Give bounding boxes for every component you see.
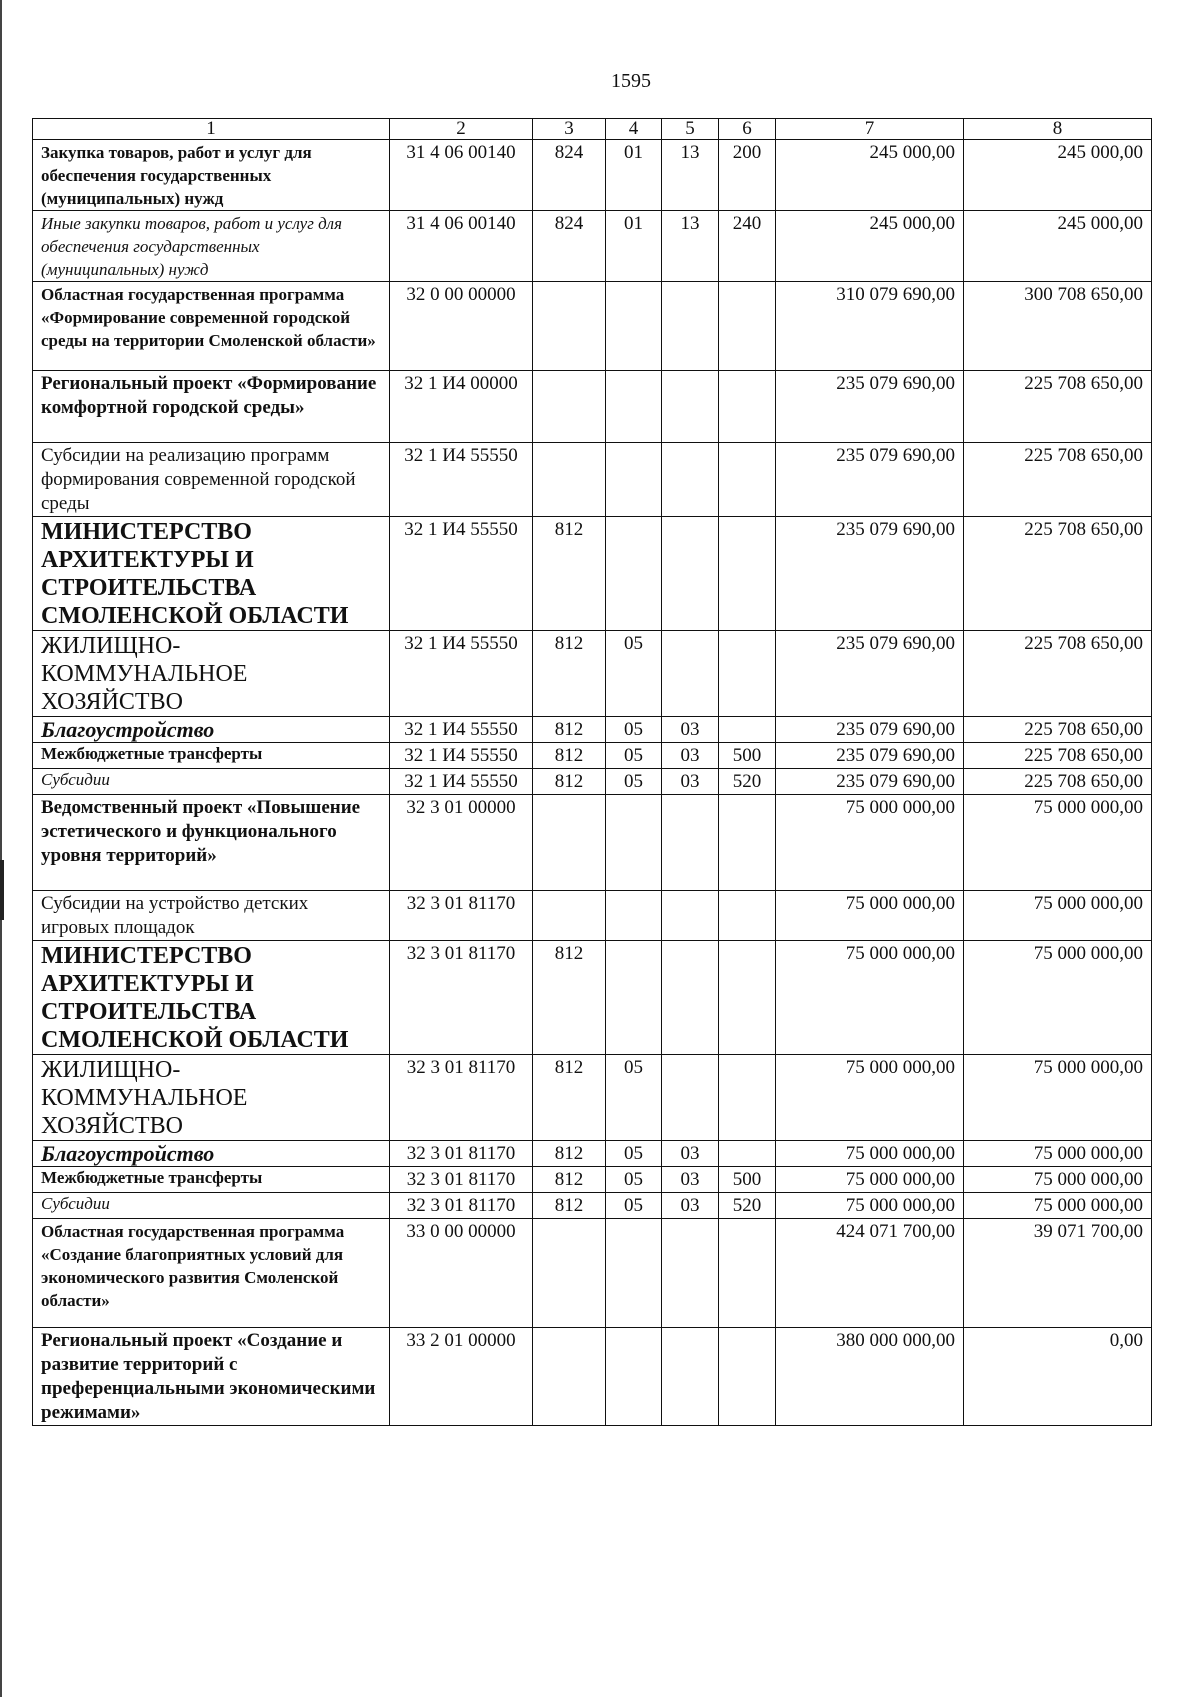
target-article-code: 32 1 И4 55550	[390, 631, 533, 717]
ministry-code: 812	[533, 1167, 606, 1193]
amount-year-2: 245 000,00	[964, 140, 1152, 211]
ministry-code	[533, 371, 606, 443]
subsection-code: 13	[662, 211, 719, 282]
budget-table	[32, 118, 1152, 1426]
expense-type-code	[719, 891, 776, 941]
expense-type-code: 240	[719, 211, 776, 282]
section-code	[606, 517, 662, 631]
amount-year-2: 225 708 650,00	[964, 631, 1152, 717]
table-row	[33, 631, 1152, 717]
table-row	[33, 211, 1152, 282]
amount-year-2: 225 708 650,00	[964, 769, 1152, 795]
target-article-code: 32 1 И4 55550	[390, 769, 533, 795]
subsection-code	[662, 371, 719, 443]
amount-year-1: 235 079 690,00	[776, 371, 964, 443]
row-name: Субсидии	[33, 769, 390, 795]
expense-type-code	[719, 443, 776, 517]
amount-year-1: 424 071 700,00	[776, 1219, 964, 1328]
section-code	[606, 1219, 662, 1328]
section-code: 05	[606, 1141, 662, 1167]
section-code: 05	[606, 717, 662, 743]
table-row	[33, 941, 1152, 1055]
target-article-code: 32 3 01 81170	[390, 1055, 533, 1141]
row-name: Межбюджетные трансферты	[33, 1167, 390, 1193]
amount-year-2: 75 000 000,00	[964, 795, 1152, 891]
table-row	[33, 743, 1152, 769]
subsection-code	[662, 631, 719, 717]
ministry-code: 812	[533, 769, 606, 795]
section-code: 05	[606, 1055, 662, 1141]
amount-year-1: 75 000 000,00	[776, 795, 964, 891]
section-code	[606, 891, 662, 941]
table-row	[33, 282, 1152, 371]
target-article-code: 32 3 01 81170	[390, 891, 533, 941]
amount-year-1: 75 000 000,00	[776, 1141, 964, 1167]
ministry-code	[533, 891, 606, 941]
section-code	[606, 371, 662, 443]
section-code	[606, 795, 662, 891]
section-code	[606, 443, 662, 517]
subsection-code	[662, 443, 719, 517]
ministry-code	[533, 443, 606, 517]
row-name: МИНИСТЕРСТВО АРХИТЕКТУРЫ И СТРОИТЕЛЬСТВА СМОЛЕНСКОЙ ОБЛАСТИ	[33, 517, 390, 631]
amount-year-1: 245 000,00	[776, 211, 964, 282]
table-row	[33, 443, 1152, 517]
amount-year-1: 75 000 000,00	[776, 1167, 964, 1193]
section-code: 05	[606, 1193, 662, 1219]
expense-type-code: 520	[719, 1193, 776, 1219]
table-row	[33, 769, 1152, 795]
ministry-code: 812	[533, 1055, 606, 1141]
target-article-code: 32 3 01 81170	[390, 1167, 533, 1193]
ministry-code: 812	[533, 743, 606, 769]
ministry-code: 812	[533, 631, 606, 717]
amount-year-1: 245 000,00	[776, 140, 964, 211]
target-article-code: 32 3 01 81170	[390, 941, 533, 1055]
target-article-code: 32 3 01 00000	[390, 795, 533, 891]
amount-year-2: 245 000,00	[964, 211, 1152, 282]
section-code	[606, 282, 662, 371]
amount-year-2: 75 000 000,00	[964, 941, 1152, 1055]
ministry-code: 812	[533, 1141, 606, 1167]
table-row	[33, 140, 1152, 211]
section-code: 05	[606, 631, 662, 717]
expense-type-code	[719, 795, 776, 891]
expense-type-code: 500	[719, 1167, 776, 1193]
column-header: 6	[719, 119, 776, 140]
expense-type-code	[719, 371, 776, 443]
row-name: Субсидии на реализацию программ формирования современной городской среды	[33, 443, 390, 517]
target-article-code: 33 0 00 00000	[390, 1219, 533, 1328]
section-code: 01	[606, 211, 662, 282]
subsection-code: 03	[662, 743, 719, 769]
expense-type-code: 200	[719, 140, 776, 211]
expense-type-code	[719, 282, 776, 371]
amount-year-2: 75 000 000,00	[964, 1141, 1152, 1167]
row-name: Областная государственная программа «Формирование современной городской среды на территории Смоленской области»	[33, 282, 390, 371]
expense-type-code	[719, 1219, 776, 1328]
amount-year-2: 225 708 650,00	[964, 717, 1152, 743]
subsection-code	[662, 1055, 719, 1141]
expense-type-code	[719, 1141, 776, 1167]
section-code: 01	[606, 140, 662, 211]
subsection-code	[662, 1219, 719, 1328]
amount-year-1: 235 079 690,00	[776, 631, 964, 717]
column-header: 2	[390, 119, 533, 140]
amount-year-2: 39 071 700,00	[964, 1219, 1152, 1328]
section-code	[606, 941, 662, 1055]
expense-type-code	[719, 941, 776, 1055]
amount-year-2: 75 000 000,00	[964, 1055, 1152, 1141]
amount-year-2: 300 708 650,00	[964, 282, 1152, 371]
subsection-code: 03	[662, 1193, 719, 1219]
table-row	[33, 1193, 1152, 1219]
amount-year-2: 225 708 650,00	[964, 371, 1152, 443]
target-article-code: 32 0 00 00000	[390, 282, 533, 371]
expense-type-code: 520	[719, 769, 776, 795]
amount-year-1: 235 079 690,00	[776, 443, 964, 517]
section-code: 05	[606, 769, 662, 795]
row-name: Региональный проект «Формирование комфортной городской среды»	[33, 371, 390, 443]
row-name: Благоустройство	[33, 1141, 390, 1167]
amount-year-1: 75 000 000,00	[776, 941, 964, 1055]
ministry-code: 812	[533, 941, 606, 1055]
table-body	[33, 119, 1152, 1426]
table-row	[33, 371, 1152, 443]
table-row	[33, 1055, 1152, 1141]
amount-year-1: 75 000 000,00	[776, 891, 964, 941]
column-header: 4	[606, 119, 662, 140]
column-header: 5	[662, 119, 719, 140]
target-article-code: 32 3 01 81170	[390, 1141, 533, 1167]
column-header: 3	[533, 119, 606, 140]
subsection-code	[662, 891, 719, 941]
target-article-code: 32 1 И4 55550	[390, 443, 533, 517]
row-name: Межбюджетные трансферты	[33, 743, 390, 769]
table-row	[33, 1167, 1152, 1193]
row-name: ЖИЛИЩНО-КОММУНАЛЬНОЕ ХОЗЯЙСТВО	[33, 1055, 390, 1141]
amount-year-2: 0,00	[964, 1328, 1152, 1426]
table-row	[33, 891, 1152, 941]
column-header: 7	[776, 119, 964, 140]
section-code	[606, 1328, 662, 1426]
subsection-code	[662, 1328, 719, 1426]
amount-year-1: 380 000 000,00	[776, 1328, 964, 1426]
target-article-code: 32 1 И4 00000	[390, 371, 533, 443]
column-header: 1	[33, 119, 390, 140]
ministry-code: 824	[533, 140, 606, 211]
page-number: 1595	[611, 70, 651, 92]
subsection-code: 03	[662, 1167, 719, 1193]
amount-year-2: 225 708 650,00	[964, 517, 1152, 631]
ministry-code: 824	[533, 211, 606, 282]
amount-year-1: 235 079 690,00	[776, 743, 964, 769]
row-name: Закупка товаров, работ и услуг для обеспечения государственных (муниципальных) нужд	[33, 140, 390, 211]
ministry-code	[533, 282, 606, 371]
amount-year-2: 225 708 650,00	[964, 743, 1152, 769]
expense-type-code	[719, 1055, 776, 1141]
row-name: Иные закупки товаров, работ и услуг для обеспечения государственных (муниципальных) нужд	[33, 211, 390, 282]
target-article-code: 32 3 01 81170	[390, 1193, 533, 1219]
amount-year-2: 225 708 650,00	[964, 443, 1152, 517]
amount-year-1: 75 000 000,00	[776, 1055, 964, 1141]
target-article-code: 32 1 И4 55550	[390, 717, 533, 743]
ministry-code	[533, 1328, 606, 1426]
amount-year-2: 75 000 000,00	[964, 1167, 1152, 1193]
table-row	[33, 1219, 1152, 1328]
ministry-code	[533, 795, 606, 891]
subsection-code	[662, 795, 719, 891]
subsection-code: 03	[662, 717, 719, 743]
row-name: Областная государственная программа «Создание благоприятных условий для экономического развития Смоленской области»	[33, 1219, 390, 1328]
amount-year-1: 75 000 000,00	[776, 1193, 964, 1219]
subsection-code	[662, 517, 719, 631]
target-article-code: 33 2 01 00000	[390, 1328, 533, 1426]
ministry-code	[533, 1219, 606, 1328]
table-row	[33, 717, 1152, 743]
ministry-code: 812	[533, 1193, 606, 1219]
row-name: Субсидии	[33, 1193, 390, 1219]
expense-type-code	[719, 717, 776, 743]
expense-type-code	[719, 1328, 776, 1426]
table-row	[33, 795, 1152, 891]
row-name: Ведомственный проект «Повышение эстетического и функционального уровня территорий»	[33, 795, 390, 891]
amount-year-2: 75 000 000,00	[964, 1193, 1152, 1219]
expense-type-code	[719, 631, 776, 717]
header-row	[33, 119, 1152, 140]
column-header: 8	[964, 119, 1152, 140]
scan-edge	[0, 0, 2, 1697]
target-article-code: 32 1 И4 55550	[390, 517, 533, 631]
row-name: ЖИЛИЩНО-КОММУНАЛЬНОЕ ХОЗЯЙСТВО	[33, 631, 390, 717]
table-row	[33, 517, 1152, 631]
target-article-code: 32 1 И4 55550	[390, 743, 533, 769]
subsection-code	[662, 282, 719, 371]
table-row	[33, 1328, 1152, 1426]
amount-year-2: 75 000 000,00	[964, 891, 1152, 941]
table-row	[33, 1141, 1152, 1167]
amount-year-1: 235 079 690,00	[776, 769, 964, 795]
row-name: Благоустройство	[33, 717, 390, 743]
section-code: 05	[606, 1167, 662, 1193]
target-article-code: 31 4 06 00140	[390, 140, 533, 211]
scan-mark	[0, 860, 4, 920]
row-name: Региональный проект «Создание и развитие территорий с преференциальными экономическими режимами»	[33, 1328, 390, 1426]
expense-type-code	[719, 517, 776, 631]
row-name: МИНИСТЕРСТВО АРХИТЕКТУРЫ И СТРОИТЕЛЬСТВА СМОЛЕНСКОЙ ОБЛАСТИ	[33, 941, 390, 1055]
subsection-code: 13	[662, 140, 719, 211]
subsection-code: 03	[662, 1141, 719, 1167]
ministry-code: 812	[533, 717, 606, 743]
ministry-code: 812	[533, 517, 606, 631]
amount-year-1: 235 079 690,00	[776, 717, 964, 743]
row-name: Субсидии на устройство детских игровых площадок	[33, 891, 390, 941]
section-code: 05	[606, 743, 662, 769]
amount-year-1: 235 079 690,00	[776, 517, 964, 631]
expense-type-code: 500	[719, 743, 776, 769]
subsection-code	[662, 941, 719, 1055]
subsection-code: 03	[662, 769, 719, 795]
target-article-code: 31 4 06 00140	[390, 211, 533, 282]
amount-year-1: 310 079 690,00	[776, 282, 964, 371]
